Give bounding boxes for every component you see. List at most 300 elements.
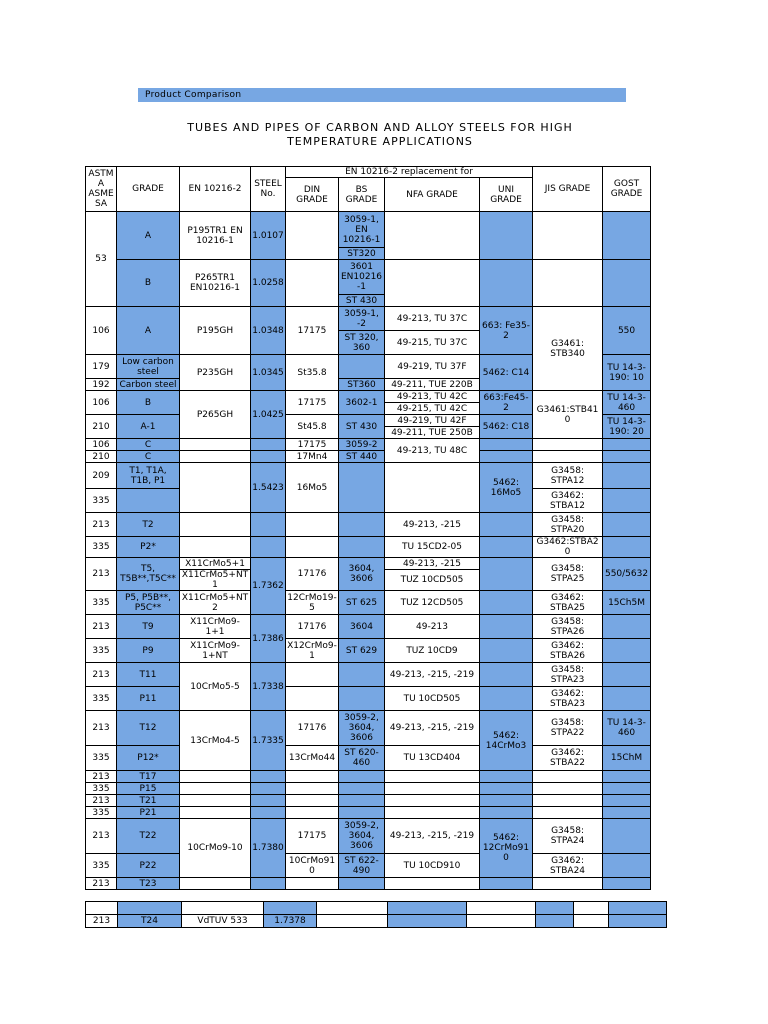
table-row — [86, 260, 651, 295]
empty-cell — [574, 915, 609, 928]
product-comparison-bar: Product Comparison — [138, 88, 626, 102]
cell-uni — [480, 212, 533, 260]
cell-jis — [533, 212, 603, 260]
empty-cell — [251, 783, 286, 795]
cell-grade: P5, P5B**, P5C** — [117, 591, 180, 615]
cell-astm: 335 — [86, 537, 117, 558]
cell-bs: ST 430 — [339, 415, 385, 439]
table-row — [86, 854, 651, 878]
empty-cell — [533, 878, 603, 890]
cell-en — [180, 513, 251, 537]
cell-jis: G3458: STPA20 — [533, 513, 603, 537]
cell-steel: 1.0425 — [251, 391, 286, 439]
cell-astm: 335 — [86, 591, 117, 615]
cell-gost: TU 14-3-460 — [603, 711, 651, 746]
cell-bs: 3604 — [339, 615, 385, 639]
table-row — [86, 783, 651, 795]
empty-cell — [286, 771, 339, 783]
cell-steel — [251, 451, 286, 463]
cell-grade: A — [117, 307, 180, 355]
empty-cell — [180, 771, 251, 783]
cell-steel: 1.7378 — [264, 915, 317, 928]
cell-bs: ST 622-490 — [339, 854, 385, 878]
empty-cell — [339, 783, 385, 795]
table-row — [86, 513, 651, 537]
cell-grade: T11 — [117, 663, 180, 687]
cell-grade: P9 — [117, 639, 180, 663]
cell-uni — [480, 663, 533, 687]
cell-uni — [480, 615, 533, 639]
cell-din — [286, 537, 339, 558]
cell-grade: P15 — [117, 783, 180, 795]
empty-cell — [603, 878, 651, 890]
cell-bs: ST 620-460 — [339, 746, 385, 771]
cell-astm: 213 — [86, 513, 117, 537]
cell-steel: 1.7380 — [251, 819, 286, 878]
cell-nfa: 49-219, TU 42F — [385, 415, 480, 427]
cell-gost — [603, 615, 651, 639]
cell-bs: ST 625 — [339, 591, 385, 615]
header-jis: JIS GRADE — [533, 167, 603, 212]
cell-grade: Carbon steel — [117, 379, 180, 391]
cell-bs — [339, 663, 385, 687]
cell-bs: 3059-2 — [339, 439, 385, 451]
cell-uni — [480, 513, 533, 537]
cell-bs — [339, 355, 385, 379]
cell-grade: T5, T5B**,T5C** — [117, 558, 180, 591]
empty-cell — [533, 795, 603, 807]
cell-grade: T9 — [117, 615, 180, 639]
table-row — [86, 663, 651, 687]
cell-grade: B — [117, 260, 180, 307]
cell-din — [286, 212, 339, 260]
cell-uni — [480, 558, 533, 591]
empty-cell — [536, 915, 574, 928]
cell-jis: G3462: STBA12 — [533, 489, 603, 513]
empty-cell — [251, 878, 286, 890]
cell-en: P195TR1 EN 10216-1 — [180, 212, 251, 260]
cell-grade: P22 — [117, 854, 180, 878]
cell-gost: 15Ch5M — [603, 591, 651, 615]
cell-astm: 335 — [86, 639, 117, 663]
cell-din: 17176 — [286, 615, 339, 639]
cell-en: P265TR1 EN10216-1 — [180, 260, 251, 307]
cell-en: VdTUV 533 — [182, 915, 264, 928]
cell-nfa — [385, 463, 480, 513]
page-title-line-2: TEMPERATURE APPLICATIONS — [287, 135, 473, 148]
empty-cell — [385, 771, 480, 783]
cell-en — [180, 463, 251, 513]
table-row — [86, 687, 651, 711]
cell-nfa: TU 10CD910 — [385, 854, 480, 878]
cell-din: St45.8 — [286, 415, 339, 439]
cell-jis: G3458: STPA26 — [533, 615, 603, 639]
cell-grade: T24 — [118, 915, 182, 928]
cell-jis — [533, 451, 603, 463]
cell-steel: 1.7386 — [251, 615, 286, 663]
cell-grade: A — [117, 212, 180, 260]
cell-din — [286, 663, 339, 687]
cell-din: X12CrMo9-1 — [287, 640, 337, 661]
cell-jis: G3462: STBA25 — [533, 591, 603, 615]
cell-astm: 335 — [86, 807, 117, 819]
cell-gost: 550/5632 — [603, 558, 651, 591]
cell-uni — [480, 439, 533, 451]
cell-nfa: 49-211, TUE 220B — [385, 379, 480, 391]
cell-astm: 335 — [86, 854, 117, 878]
cell-grade: C — [117, 439, 180, 451]
cell-bs: 3059-1, -2 — [339, 307, 385, 331]
cell-jis: G3458: STPA23 — [533, 663, 603, 687]
cell-steel: 1.0345 — [251, 355, 286, 391]
cell-bs — [339, 463, 385, 513]
empty-cell — [251, 795, 286, 807]
cell-gost — [603, 854, 651, 878]
cell-din — [286, 513, 339, 537]
cell-gost: TU 14-3-190: 20 — [603, 415, 651, 439]
cell-en: X11CrMo9-1+NT — [180, 639, 251, 663]
empty-cell — [180, 795, 251, 807]
empty-cell — [480, 783, 533, 795]
cell-grade: C — [117, 451, 180, 463]
cell-en — [180, 451, 251, 463]
cell-nfa: 49-213, -215, -219 — [385, 711, 480, 746]
cell-din — [286, 687, 339, 711]
cell-din — [286, 260, 339, 307]
table-row — [86, 795, 651, 807]
page-title-line-1: TUBES AND PIPES OF CARBON AND ALLOY STEELS FOR HIGH — [187, 121, 573, 134]
cell-astm: 179 — [86, 355, 117, 379]
cell-grade: T23 — [117, 878, 180, 890]
table-row — [86, 807, 651, 819]
cell-gost: TU 14-3-460 — [603, 391, 651, 415]
cell-astm: 53 — [86, 212, 117, 307]
cell-uni: 663: Fe35-2 — [480, 307, 533, 355]
cell-astm: 335 — [86, 489, 117, 513]
empty-cell — [533, 771, 603, 783]
table-row — [86, 915, 667, 928]
cell-uni: 5462: 12CrMo910 — [480, 819, 533, 878]
cell-jis: G3462: STBA22 — [533, 746, 603, 771]
cell-bs: 3059-2, 3604, 3606 — [339, 711, 385, 746]
table-row — [86, 771, 651, 783]
empty-cell — [480, 771, 533, 783]
cell-gost — [603, 819, 651, 854]
table-row — [86, 591, 651, 615]
cell-din: 17175 — [286, 439, 339, 451]
cell-grade: T22 — [117, 819, 180, 854]
cell-bs: 3059-2, 3604, 3606 — [339, 819, 385, 854]
cell-uni — [480, 639, 533, 663]
empty-cell — [388, 902, 467, 915]
cell-gost — [603, 260, 651, 307]
cell-grade: T2 — [117, 513, 180, 537]
empty-cell — [118, 902, 182, 915]
cell-nfa: 49-213, -215, -219 — [385, 819, 480, 854]
header-nfa: NFA GRADE — [385, 178, 480, 212]
cell-en: X11CrMo9-1+1 — [180, 615, 251, 639]
cell-gost — [603, 639, 651, 663]
empty-cell — [603, 795, 651, 807]
cell-steel: 1.0258 — [251, 260, 286, 307]
empty-cell — [603, 771, 651, 783]
cell-steel — [251, 513, 286, 537]
empty-cell — [339, 807, 385, 819]
empty-cell — [574, 902, 609, 915]
empty-cell — [480, 795, 533, 807]
cell-en — [180, 439, 251, 451]
cell-uni — [480, 687, 533, 711]
header-grade: GRADE — [117, 167, 180, 212]
header-gost: GOST GRADE — [603, 167, 651, 212]
cell-astm: 213 — [86, 558, 117, 591]
cell-jis: G3458: STPA24 — [533, 819, 603, 854]
cell-gost: 15ChM — [603, 746, 651, 771]
cell-din: 17176 — [286, 558, 339, 591]
cell-astm: 106 — [86, 439, 117, 451]
cell-nfa — [385, 260, 480, 307]
empty-cell — [467, 915, 536, 928]
table-row — [86, 819, 651, 854]
cell-steel — [251, 439, 286, 451]
cell-bs — [339, 537, 385, 558]
cell-uni — [480, 260, 533, 307]
cell-grade: P21 — [117, 807, 180, 819]
cell-uni: 663:Fe45-2 — [480, 391, 533, 415]
cell-bs: ST 629 — [339, 639, 385, 663]
cell-gost — [603, 439, 651, 451]
cell-nfa: 49-211, TUE 250B — [385, 427, 480, 439]
cell-en: 10CrMo9-10 — [180, 819, 251, 878]
cell-jis: G3462: STBA23 — [533, 687, 603, 711]
cell-jis: G3458: STPA12 — [533, 463, 603, 489]
cell-en: 10CrMo5-5 — [180, 663, 251, 711]
cell-nfa: 49-213, TU 48C — [385, 439, 480, 463]
empty-cell — [180, 783, 251, 795]
cell-nfa: 49-213, -215, -219 — [385, 663, 480, 687]
cell-nfa: TU 10CD505 — [385, 687, 480, 711]
cell-nfa: 49-213, TU 42C — [385, 391, 480, 403]
header-din: DIN GRADE — [286, 178, 339, 212]
empty-cell — [286, 795, 339, 807]
cell-bs: 3604, 3606 — [339, 558, 385, 591]
cell-steel — [251, 537, 286, 558]
cell-din: 12CrMo19-5 — [287, 592, 337, 613]
table-row — [86, 711, 651, 746]
cell-grade: Low carbon steel — [117, 355, 180, 379]
empty-cell — [603, 783, 651, 795]
empty-cell — [603, 807, 651, 819]
cell-jis: G3461:STB410 — [533, 391, 603, 439]
empty-cell — [86, 902, 118, 915]
cell-bs: 3602-1 — [339, 391, 385, 415]
empty-cell — [385, 807, 480, 819]
cell-gost — [603, 687, 651, 711]
empty-cell — [180, 807, 251, 819]
cell-grade — [117, 489, 180, 513]
cell-uni — [480, 451, 533, 463]
cell-astm: 213 — [86, 878, 117, 890]
empty-cell — [264, 902, 317, 915]
header-row-1 — [86, 167, 651, 178]
table-row — [86, 537, 651, 558]
steel-comparison-table-continued — [85, 901, 667, 928]
empty-cell — [182, 902, 264, 915]
table-row — [86, 746, 651, 771]
cell-bs: ST360 — [339, 379, 385, 391]
cell-astm: 213 — [86, 615, 117, 639]
cell-uni — [480, 591, 533, 615]
table-row — [86, 639, 651, 663]
cell-steel: 1.0107 — [251, 212, 286, 260]
cell-din: 16Mo5 — [286, 463, 339, 513]
cell-grade: T21 — [117, 795, 180, 807]
header-steel-no: STEEL No. — [251, 167, 286, 212]
table-row — [86, 558, 651, 570]
cell-bs: 3059-1, EN 10216-1 — [339, 212, 385, 248]
cell-nfa — [385, 212, 480, 260]
cell-steel: 1.7335 — [251, 711, 286, 771]
cell-din: 17175 — [286, 307, 339, 355]
cell-nfa: TU 15CD2-05 — [385, 537, 480, 558]
cell-bs: ST 430 — [339, 295, 385, 307]
cell-astm: 213 — [86, 771, 117, 783]
cell-en: P265GH — [180, 391, 251, 439]
cell-nfa: 49-213, -215 — [385, 558, 480, 570]
cell-nfa: TUZ 10CD505 — [385, 570, 480, 591]
empty-cell — [536, 902, 574, 915]
empty-cell — [339, 795, 385, 807]
cell-uni: 5462: 14CrMo3 — [480, 711, 533, 771]
table-row — [86, 615, 651, 639]
cell-steel: 1.7362 — [251, 558, 286, 615]
cell-astm: 192 — [86, 379, 117, 391]
cell-gost: TU 14-3-190: 10 — [603, 355, 651, 391]
empty-cell — [317, 902, 388, 915]
empty-cell — [286, 783, 339, 795]
cell-bs — [339, 687, 385, 711]
cell-en: X11CrMo5+NT2 — [180, 591, 251, 615]
cell-din: 17175 — [286, 819, 339, 854]
empty-cell — [339, 771, 385, 783]
cell-astm: 213 — [86, 915, 118, 928]
cell-din: 13CrMo44 — [286, 746, 339, 771]
empty-cell — [317, 915, 388, 928]
empty-cell — [480, 878, 533, 890]
cell-grade: P12* — [117, 746, 180, 771]
cell-grade: T17 — [117, 771, 180, 783]
cell-bs: 3601 EN10216-1 — [339, 260, 385, 295]
cell-uni: 5462: C14 — [480, 355, 533, 391]
table-row — [86, 451, 651, 463]
header-uni: UNI GRADE — [480, 178, 533, 212]
table-row — [86, 439, 651, 451]
cell-din: St35.8 — [286, 355, 339, 391]
cell-nfa: 49-213 — [385, 615, 480, 639]
cell-gost — [603, 451, 651, 463]
steel-comparison-table — [85, 166, 651, 890]
table-row — [86, 391, 651, 403]
cell-gost — [603, 212, 651, 260]
cell-din: 17175 — [286, 391, 339, 415]
header-en: EN 10216-2 — [180, 167, 251, 212]
cell-en: X11CrMo5+1 — [180, 558, 251, 570]
cell-jis: G3458: STPA25 — [533, 558, 603, 591]
empty-cell — [385, 783, 480, 795]
cell-din: 10CrMo910 — [286, 854, 339, 878]
cell-bs — [339, 513, 385, 537]
cell-jis: G3461: STB340 — [533, 307, 603, 391]
cell-astm: 335 — [86, 783, 117, 795]
cell-nfa: TUZ 10CD9 — [385, 639, 480, 663]
cell-nfa: 49-219, TU 37F — [385, 355, 480, 379]
cell-nfa: 49-215, TU 42C — [385, 403, 480, 415]
empty-cell — [286, 807, 339, 819]
cell-nfa: TUZ 12CD505 — [385, 591, 480, 615]
cell-gost — [603, 463, 651, 489]
cell-astm: 213 — [86, 711, 117, 746]
cell-jis: G3462: STBA26 — [533, 639, 603, 663]
cell-steel: 1.7338 — [251, 663, 286, 711]
cell-uni: 5462: C18 — [480, 415, 533, 439]
cell-astm: 335 — [86, 746, 117, 771]
cell-jis — [533, 260, 603, 307]
empty-cell — [180, 878, 251, 890]
cell-astm: 213 — [86, 663, 117, 687]
empty-cell — [388, 915, 467, 928]
cell-en: P195GH — [180, 307, 251, 355]
header-astm: ASTM A ASME SA — [86, 167, 117, 212]
cell-gost: 550 — [603, 307, 651, 355]
cell-uni: 5462: 16Mo5 — [480, 463, 533, 513]
cell-grade: T1, T1A, T1B, P1 — [117, 463, 180, 489]
cell-en: P235GH — [180, 355, 251, 391]
empty-cell — [533, 783, 603, 795]
cell-gost — [603, 537, 651, 558]
cell-en — [180, 537, 251, 558]
cell-grade: P11 — [117, 687, 180, 711]
table-row — [86, 463, 651, 489]
cell-din: 17176 — [286, 711, 339, 746]
cell-grade: A-1 — [117, 415, 180, 439]
cell-jis — [533, 439, 603, 451]
header-replacement: EN 10216-2 replacement for — [286, 167, 533, 178]
cell-nfa: 49-213, TU 37C — [385, 307, 480, 331]
cell-gost — [603, 663, 651, 687]
cell-uni — [480, 537, 533, 558]
empty-cell — [251, 807, 286, 819]
cell-gost — [603, 513, 651, 537]
empty-cell — [480, 807, 533, 819]
cell-jis: G3458: STPA22 — [533, 711, 603, 746]
cell-grade: B — [117, 391, 180, 415]
cell-astm: 106 — [86, 391, 117, 415]
empty-cell — [385, 878, 480, 890]
cell-astm: 213 — [86, 819, 117, 854]
cell-grade: P2* — [117, 537, 180, 558]
cell-bs: ST320 — [339, 248, 385, 260]
cell-steel: 1.5423 — [251, 463, 286, 513]
cell-astm: 209 — [86, 463, 117, 489]
empty-cell — [339, 878, 385, 890]
cell-nfa: TU 13CD404 — [385, 746, 480, 771]
table-row — [86, 878, 651, 890]
table-row — [86, 212, 651, 248]
table-row — [86, 902, 667, 915]
empty-cell — [467, 902, 536, 915]
empty-cell — [609, 915, 667, 928]
table-row — [86, 307, 651, 331]
